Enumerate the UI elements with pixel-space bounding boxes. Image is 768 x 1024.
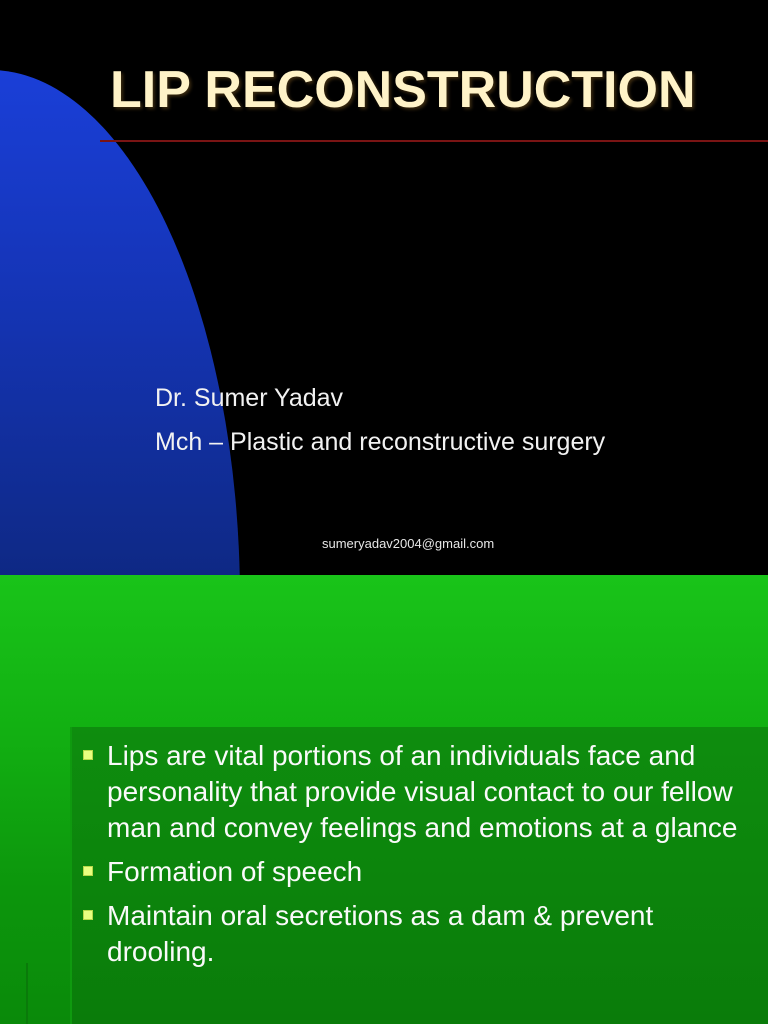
square-bullet-icon bbox=[83, 866, 93, 876]
bullet-item bbox=[80, 854, 760, 890]
author-email: sumeryadav2004@gmail.com bbox=[322, 536, 495, 551]
bullet-item bbox=[80, 738, 760, 846]
corner-decoration bbox=[26, 963, 28, 1024]
content-slide bbox=[0, 575, 768, 1024]
bullet-item bbox=[80, 898, 760, 970]
slide-title: LIP RECONSTRUCTION bbox=[110, 61, 696, 119]
bullet-text: Formation of speech bbox=[107, 856, 363, 887]
bullet-text: Maintain oral secretions as a dam & prevent drooling. bbox=[107, 900, 654, 967]
bullet-text: Lips are vital portions of an individuals face and personality that provide visual contact to our fellow man and convey feelings and emotions at a glance bbox=[107, 740, 738, 843]
blue-arc-decoration bbox=[0, 70, 240, 575]
square-bullet-icon bbox=[83, 910, 93, 920]
title-underline bbox=[100, 140, 768, 142]
author-degree: Mch – Plastic and reconstructive surgery bbox=[155, 428, 606, 456]
panel-edge-decoration bbox=[70, 727, 72, 1024]
bullet-list bbox=[80, 738, 760, 978]
square-bullet-icon bbox=[83, 750, 93, 760]
author-name: Dr. Sumer Yadav bbox=[155, 384, 344, 412]
